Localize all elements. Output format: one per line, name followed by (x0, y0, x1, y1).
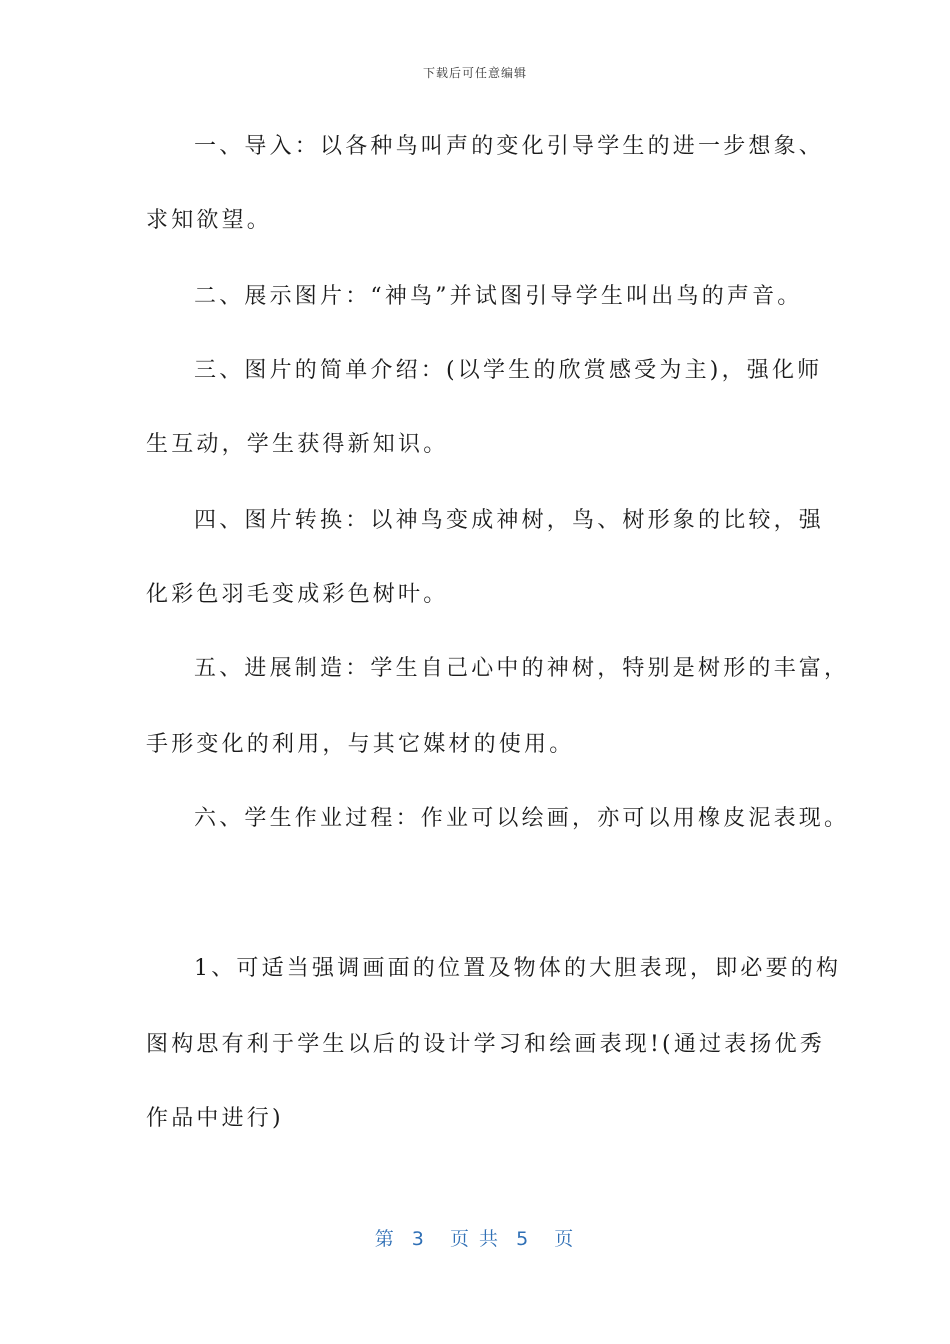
paragraph-line: 作品中进行) (146, 1106, 284, 1131)
paragraph-line: 一、导入：以各种鸟叫声的变化引导学生的进一步想象、 (194, 134, 825, 159)
header-note: 下载后可任意编辑 (422, 66, 527, 80)
paragraph-line: 求知欲望。 (146, 208, 273, 233)
paragraph-line: 手形变化的利用，与其它媒材的使用。 (146, 732, 575, 757)
paragraph-line: 四、图片转换：以神鸟变成神树，鸟、树形象的比较，强 (194, 508, 825, 533)
paragraph-line: 图构思有利于学生以后的设计学习和绘画表现!(通过表扬优秀 (146, 1032, 826, 1057)
paragraph-line: 三、图片的简单介绍：(以学生的欣赏感受为主)，强化师 (194, 358, 823, 383)
page-number: 第 3 页 共 5 页 (374, 1228, 576, 1250)
paragraph-line: 生互动，学生获得新知识。 (146, 432, 449, 457)
paragraph-line: 五、进展制造：学生自己心中的神树，特别是树形的丰富， (194, 656, 850, 681)
paragraph-line: 化彩色羽毛变成彩色树叶。 (146, 582, 449, 607)
paragraph-line: 1、可适当强调画面的位置及物体的大胆表现，即必要的构 (194, 956, 842, 981)
paragraph-line: 六、学生作业过程：作业可以绘画，亦可以用橡皮泥表现。 (194, 806, 850, 831)
paragraph-line: 二、展示图片：“神鸟”并试图引导学生叫出鸟的声音。 (194, 284, 803, 309)
